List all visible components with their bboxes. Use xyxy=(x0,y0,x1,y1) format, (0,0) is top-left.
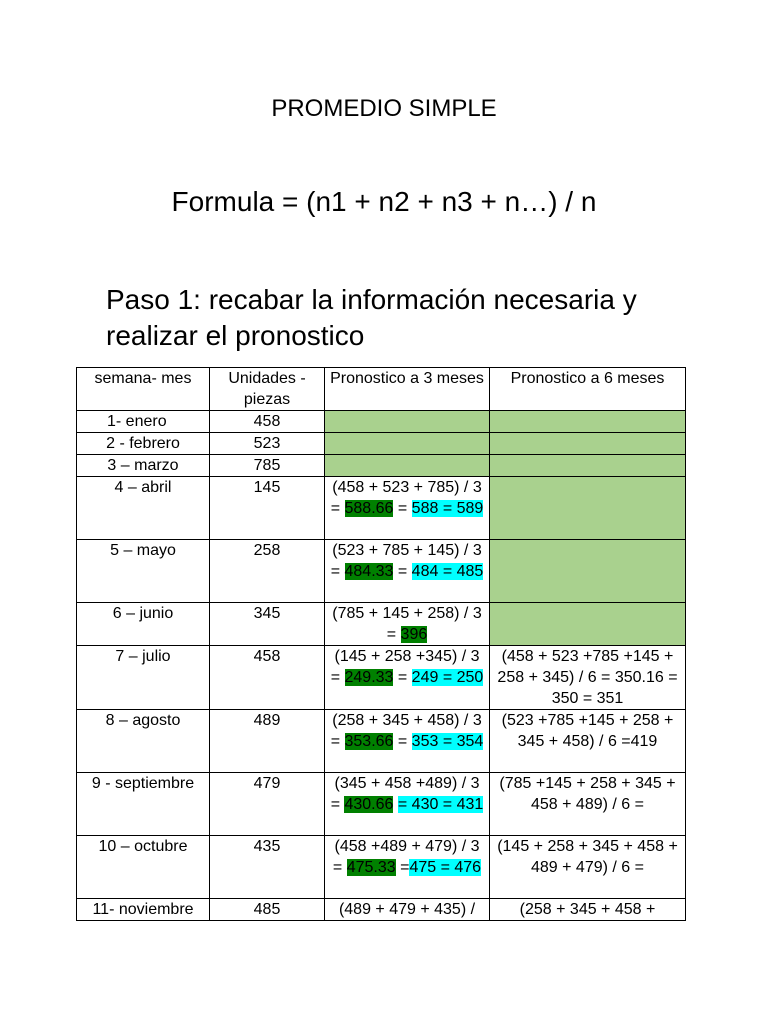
mes-cell: 1- enero xyxy=(77,411,210,433)
empty-forecast-cell xyxy=(490,603,686,646)
empty-forecast-cell xyxy=(490,455,686,477)
table-row xyxy=(77,773,686,836)
empty-forecast-cell xyxy=(490,411,686,433)
forecast-6-cell: (145 + 258 + 345 + 458 + 489 + 479) / 6 = xyxy=(490,836,686,899)
formula-text: Formula = (n1 + n2 + n3 + n…) / n xyxy=(171,186,597,217)
table-row xyxy=(77,646,686,710)
mes-cell: 5 – mayo xyxy=(77,540,210,603)
empty-forecast-cell xyxy=(490,433,686,455)
unidades-cell: 523 xyxy=(210,433,325,455)
unidades-cell: 485 xyxy=(210,899,325,921)
forecast-6-cell: (785 +145 + 258 + 345 + 458 + 489) / 6 = xyxy=(490,773,686,836)
forecast-3-cell: (458 +489 + 479) / 3 = 475.33 =475 = 476 xyxy=(325,836,490,899)
table-row xyxy=(77,477,686,540)
unidades-cell: 145 xyxy=(210,477,325,540)
empty-forecast-cell xyxy=(325,433,490,455)
table-header-row xyxy=(77,368,686,411)
forecast-3-cell: (258 + 345 + 458) / 3 = 353.66 = 353 = 354 xyxy=(325,710,490,773)
unidades-cell: 458 xyxy=(210,646,325,710)
document-title: PROMEDIO SIMPLE xyxy=(271,95,497,122)
forecast-3-cell: (523 + 785 + 145) / 3 = 484.33 = 484 = 485 xyxy=(325,540,490,603)
empty-forecast-cell xyxy=(325,455,490,477)
mes-cell: 8 – agosto xyxy=(77,710,210,773)
unidades-cell: 489 xyxy=(210,710,325,773)
forecast-3-cell: (785 + 145 + 258) / 3 = 396 xyxy=(325,603,490,646)
header-unidades: Unidades - piezas xyxy=(210,368,325,411)
mes-cell: 7 – julio xyxy=(77,646,210,710)
table-row xyxy=(77,433,686,455)
mes-cell: 6 – junio xyxy=(77,603,210,646)
unidades-cell: 345 xyxy=(210,603,325,646)
empty-forecast-cell xyxy=(490,540,686,603)
mes-cell: 10 – octubre xyxy=(77,836,210,899)
empty-forecast-cell xyxy=(325,411,490,433)
table-row xyxy=(77,455,686,477)
forecast-3-cell: (145 + 258 +345) / 3 = 249.33 = 249 = 250 xyxy=(325,646,490,710)
table-row xyxy=(77,540,686,603)
mes-cell: 9 - septiembre xyxy=(77,773,210,836)
mes-cell: 2 - febrero xyxy=(77,433,210,455)
forecast-3-cell: (345 + 458 +489) / 3 = 430.66 = 430 = 431 xyxy=(325,773,490,836)
mes-cell: 3 – marzo xyxy=(77,455,210,477)
unidades-cell: 458 xyxy=(210,411,325,433)
table-row xyxy=(77,836,686,899)
forecast-6-cell: (258 + 345 + 458 + xyxy=(490,899,686,921)
step-heading: Paso 1: recabar la información necesaria y realizar el pronostico xyxy=(106,284,637,351)
forecast-3-cell: (489 + 479 + 435) / xyxy=(325,899,490,921)
unidades-cell: 785 xyxy=(210,455,325,477)
mes-cell: 4 – abril xyxy=(77,477,210,540)
table-row xyxy=(77,899,686,921)
table-row xyxy=(77,710,686,773)
table-row xyxy=(77,603,686,646)
unidades-cell: 479 xyxy=(210,773,325,836)
table-row xyxy=(77,411,686,433)
mes-cell: 11- noviembre xyxy=(77,899,210,921)
forecast-3-cell: (458 + 523 + 785) / 3 = 588.66 = 588 = 589 xyxy=(325,477,490,540)
unidades-cell: 258 xyxy=(210,540,325,603)
empty-forecast-cell xyxy=(490,477,686,540)
forecast-6-cell: (523 +785 +145 + 258 + 345 + 458) / 6 =419 xyxy=(490,710,686,773)
header-semana-mes: semana- mes xyxy=(77,368,210,411)
header-pronostico-3: Pronostico a 3 meses xyxy=(325,368,490,411)
header-pronostico-6: Pronostico a 6 meses xyxy=(490,368,686,411)
unidades-cell: 435 xyxy=(210,836,325,899)
forecast-6-cell: (458 + 523 +785 +145 + 258 + 345) / 6 = 350.16 = 350 = 351 xyxy=(490,646,686,710)
forecast-table xyxy=(76,367,686,921)
